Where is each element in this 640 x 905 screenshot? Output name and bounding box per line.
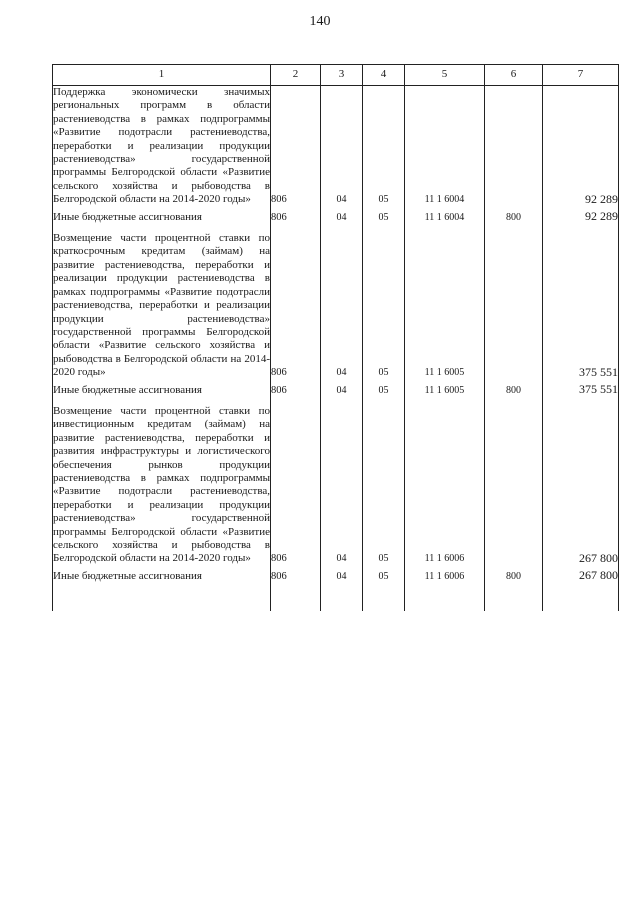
- ministry-code: 806: [271, 566, 321, 591]
- row-name: Иные бюджетные ассигнования: [53, 383, 202, 396]
- section-code: 04: [321, 566, 363, 591]
- column-header-target: 5: [405, 65, 485, 86]
- row-name: Возмещение части процентной ставки по краткосрочным кредитам (займам) на развитие растениеводства, переработки и реализации продукции растениеводства в рамках подпрограммы «Развитие подотрасли растениеводства, переработки и реализации продукции растениеводства» государственной программы Белгородской области «Развитие сельского хозяйства и рыбоводства в Белгородской области на 2014-2020 годы»: [53, 232, 270, 379]
- table-row: [53, 405, 619, 566]
- page-number: 140: [309, 14, 331, 29]
- table-row: [53, 86, 619, 207]
- row-name: Иные бюджетные ассигнования: [53, 210, 202, 223]
- target-code: 11 1 6006: [405, 405, 485, 566]
- expense-type-code: 800: [485, 207, 543, 232]
- target-code: 11 1 6006: [405, 566, 485, 591]
- table-row: [53, 566, 619, 591]
- column-header-name: 1: [53, 65, 271, 86]
- row-name-cell: [53, 207, 271, 232]
- ministry-code: 806: [271, 380, 321, 405]
- expense-type-code: [485, 86, 543, 207]
- expense-type-code: 800: [485, 566, 543, 591]
- section-code: 04: [321, 232, 363, 379]
- subsection-code: 05: [363, 566, 405, 591]
- target-code: 11 1 6005: [405, 232, 485, 379]
- subsection-code: 05: [363, 232, 405, 379]
- subsection-code: 05: [363, 380, 405, 405]
- column-header-amount: 7: [543, 65, 619, 86]
- budget-table: [52, 64, 619, 611]
- section-code: 04: [321, 86, 363, 207]
- table-row: [53, 232, 619, 379]
- subsection-code: 05: [363, 86, 405, 207]
- row-name-cell: [53, 232, 271, 379]
- section-code: 04: [321, 380, 363, 405]
- row-name: Иные бюджетные ассигнования: [53, 569, 202, 582]
- section-code: 04: [321, 207, 363, 232]
- subsection-code: 05: [363, 207, 405, 232]
- row-name-cell: [53, 86, 271, 207]
- section-code: 04: [321, 405, 363, 566]
- amount: 375 551: [543, 380, 619, 405]
- column-header-ministry: 2: [271, 65, 321, 86]
- row-name-cell: [53, 380, 271, 405]
- row-name: Возмещение части процентной ставки по инвестиционным кредитам (займам) на развитие растениеводства, переработки и развития инфраструктуры и логистического обеспечения рынков продукции растениеводства в рамках подпрограммы «Развитие подотрасли растениеводства, переработки и реализации продукции растениеводства» государственной программы Белгородской области «Развитие сельского хозяйства и рыбоводства в Белгородской области на 2014-2020 годы»: [53, 404, 270, 565]
- subsection-code: 05: [363, 405, 405, 566]
- expense-type-code: 800: [485, 380, 543, 405]
- amount: 267 800: [543, 405, 619, 566]
- amount: 267 800: [543, 566, 619, 591]
- column-header-subsection: 4: [363, 65, 405, 86]
- amount: 375 551: [543, 232, 619, 379]
- table-header-row: [53, 65, 619, 86]
- expense-type-code: [485, 232, 543, 379]
- expense-type-code: [485, 405, 543, 566]
- column-header-section: 3: [321, 65, 363, 86]
- ministry-code: 806: [271, 86, 321, 207]
- table-row: [53, 207, 619, 232]
- row-name-cell: [53, 566, 271, 591]
- ministry-code: 806: [271, 405, 321, 566]
- target-code: 11 1 6005: [405, 380, 485, 405]
- table-continuation: [53, 591, 619, 611]
- amount: 92 289: [543, 207, 619, 232]
- row-name: Поддержка экономически значимых региональных программ в области растениеводства в рамках подпрограммы «Развитие подотрасли растениеводства, переработки и реализации продукции растениеводства» государственной программы Белгородской области «Развитие сельского хозяйства и рыбоводства в Белгородской области на 2014-2020 годы»: [53, 86, 270, 206]
- table-row: [53, 380, 619, 405]
- target-code: 11 1 6004: [405, 207, 485, 232]
- column-header-expense-type: 6: [485, 65, 543, 86]
- target-code: 11 1 6004: [405, 86, 485, 207]
- amount: 92 289: [543, 86, 619, 207]
- ministry-code: 806: [271, 207, 321, 232]
- ministry-code: 806: [271, 232, 321, 379]
- row-name-cell: [53, 405, 271, 566]
